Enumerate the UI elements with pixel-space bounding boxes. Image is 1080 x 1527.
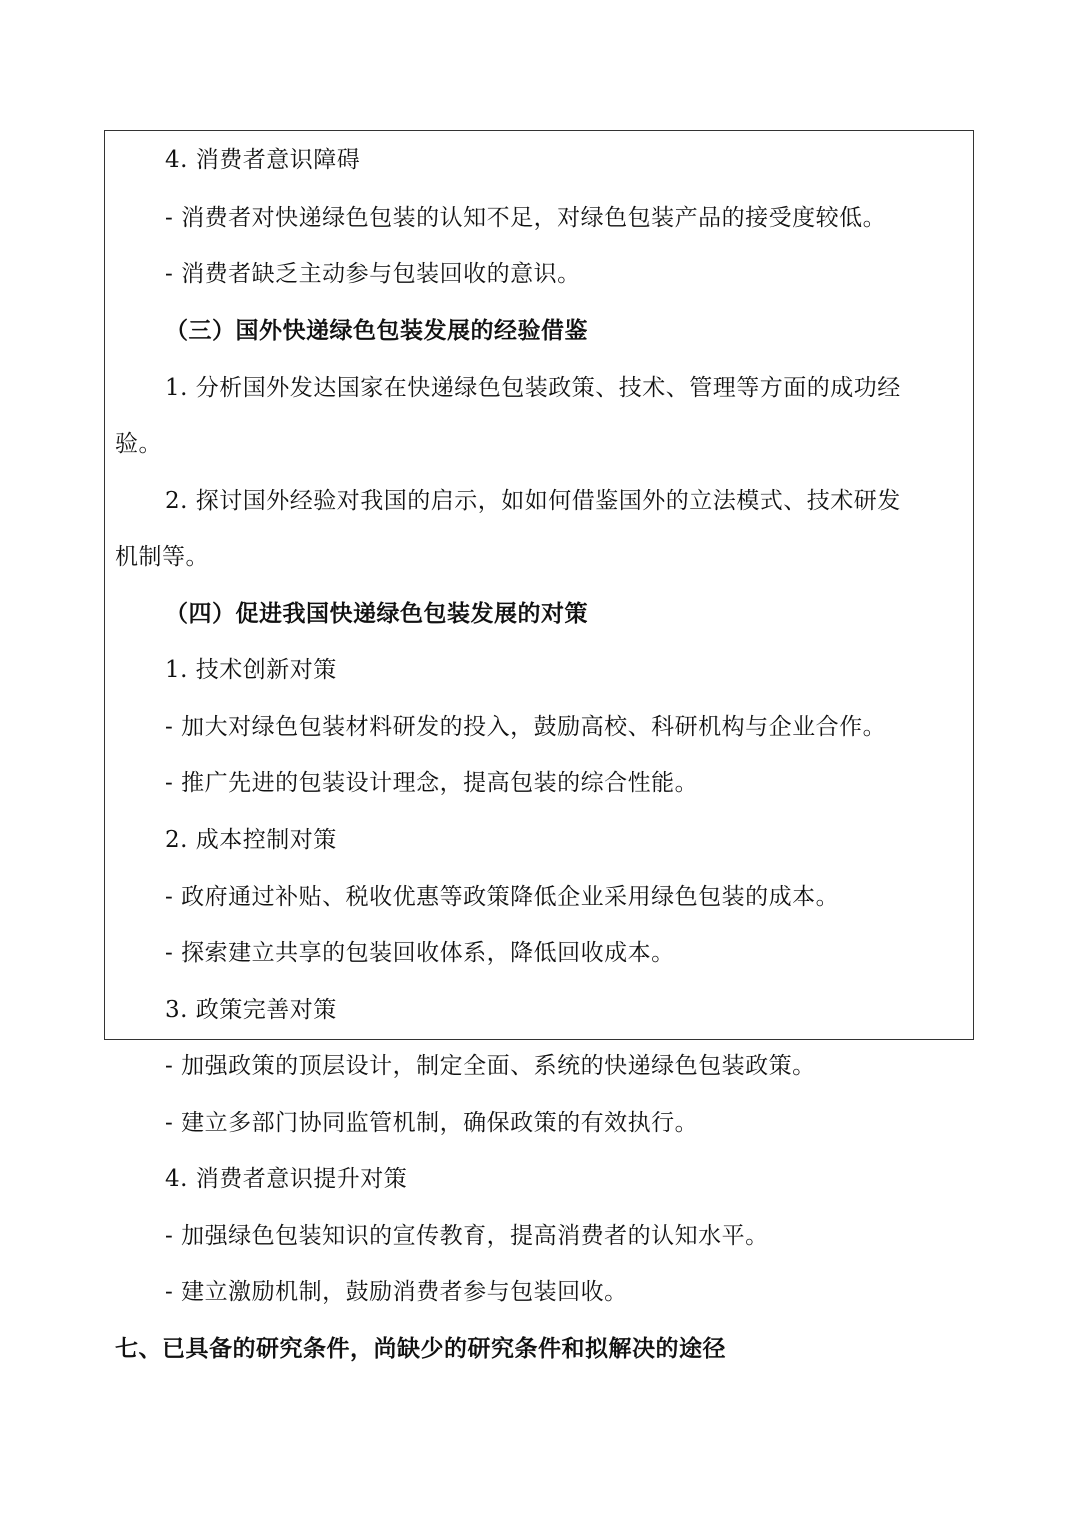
bullet-item: - 建立激励机制，鼓励消费者参与包装回收。 [165,1279,628,1305]
bullet-item: - 加强绿色包装知识的宣传教育，提高消费者的认知水平。 [165,1223,769,1249]
bullet-item: - 探索建立共享的包装回收体系，降低回收成本。 [165,940,675,966]
list-heading-tech-innovation: 1. 技术创新对策 [165,657,337,683]
bullet-item: - 建立多部门协同监管机制，确保政策的有效执行。 [165,1110,699,1136]
bullet-item: - 消费者对快递绿色包装的认知不足，对绿色包装产品的接受度较低。 [165,205,887,231]
list-heading-policy-improvement: 3. 政策完善对策 [165,997,337,1023]
section-heading-foreign-experience: （三）国外快递绿色包装发展的经验借鉴 [165,317,588,344]
bullet-item: - 加大对绿色包装材料研发的投入，鼓励高校、科研机构与企业合作。 [165,714,887,740]
paragraph-line: 2. 探讨国外经验对我国的启示，如如何借鉴国外的立法模式、技术研发 [165,488,901,514]
bullet-item: - 加强政策的顶层设计，制定全面、系统的快递绿色包装政策。 [165,1053,816,1079]
list-heading-consumer-awareness-improvement: 4. 消费者意识提升对策 [165,1166,408,1192]
bullet-item: - 政府通过补贴、税收优惠等政策降低企业采用绿色包装的成本。 [165,884,840,910]
section-heading-countermeasures: （四）促进我国快递绿色包装发展的对策 [165,600,588,627]
paragraph-line: 1. 分析国外发达国家在快递绿色包装政策、技术、管理等方面的成功经 [165,375,901,401]
list-heading-cost-control: 2. 成本控制对策 [165,827,337,853]
chapter-heading-research-conditions: 七、已具备的研究条件，尚缺少的研究条件和拟解决的途径 [115,1335,726,1362]
list-heading-consumer-awareness-obstacle: 4. 消费者意识障碍 [165,147,361,173]
paragraph-line: 机制等。 [115,544,209,570]
bullet-item: - 消费者缺乏主动参与包装回收的意识。 [165,261,581,287]
paragraph-line: 验。 [115,431,162,457]
bullet-item: - 推广先进的包装设计理念，提高包装的综合性能。 [165,770,699,796]
